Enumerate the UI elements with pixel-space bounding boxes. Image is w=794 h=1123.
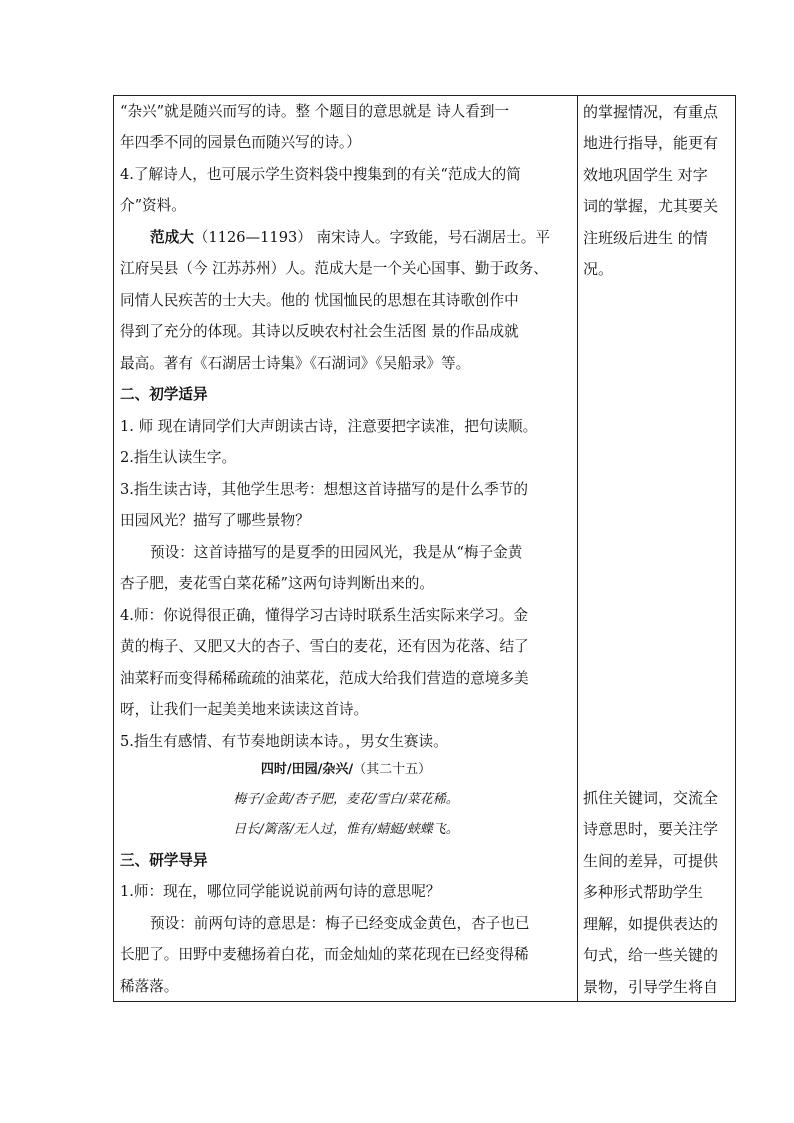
text-line: 油菜籽而变得稀稀疏疏的油菜花，范成大给我们营造的意境多美 [120, 670, 529, 687]
poem-title [120, 760, 572, 780]
text-line: 预设：这首诗描写的是夏季的田园风光，我是从“梅子金黄 [150, 544, 523, 561]
text-line: 江府吴县（今 江苏苏州）人。范成大是一个关心国事、勤于政务、 [120, 260, 548, 277]
section-heading: 二、初学适异 [120, 386, 208, 403]
side-line: 诗意思时，要关注学 [583, 820, 719, 838]
bio-dates: （1126—1193） 南宋诗人。字致能，号石湖居士。平 [193, 229, 550, 246]
bio-name: 范成大 [150, 229, 194, 246]
text-line: 杏子肥，麦花雪白菜花稀”这两句诗判断出来的。 [120, 575, 434, 592]
side-line: 地进行指导，能更有 [583, 134, 719, 152]
poem-title-text: 四时/田园/杂兴/ [260, 762, 354, 777]
side-line: 的掌握情况，有重点 [583, 103, 719, 121]
text-line: 4.师：你说得很正确，懂得学习古诗时联系生活实际来学习。金 [120, 607, 528, 624]
text-line: 预设：前两句诗的意思是：梅子已经变成金黄色，杏子也已 [150, 915, 530, 932]
text-line: 2.指生认读生字。 [120, 449, 237, 466]
side-line: 句式，给一些关键的 [583, 946, 719, 964]
poem-title-suffix: （其二十五） [353, 762, 432, 777]
text-line: 田园风光？描写了哪些景物？ [120, 512, 310, 529]
text-line: 4.了解诗人，也可展示学生资料袋中搜集到的有关“范成大的简 [120, 166, 521, 183]
text-line: 得到了充分的体现。其诗以反映农村社会生活图 景的作品成就 [120, 323, 519, 340]
bio-line [120, 228, 550, 248]
column-divider [577, 96, 578, 1001]
side-line: 况。 [583, 260, 614, 278]
text-line: 长肥了。田野中麦穗扬着白花，而金灿灿的菜花现在已经变得稀 [120, 946, 529, 963]
text-line: 5.指生有感情、有节奏地朗读本诗。，男女生赛读。 [120, 733, 448, 750]
poem-line: 日长/篱落/无人过，惟有/蜻蜓/蛱蝶飞。 [233, 822, 459, 837]
text-line: 介”资料。 [120, 197, 186, 214]
text-line: 黄的梅子、又肥又大的杏子、雪白的麦花，还有因为花落、结了 [120, 638, 529, 655]
lesson-table [113, 95, 736, 1002]
side-line: 抓住关键词，交流全 [583, 789, 719, 807]
side-line: 效地巩固学生 对字 [583, 166, 708, 184]
text-line: 呀，让我们一起美美地来读读这首诗。 [120, 701, 369, 718]
side-line: 注班级后进生 的情 [583, 229, 708, 247]
side-line: 生间的差异，可提供 [583, 852, 719, 870]
side-line: 词的掌握，尤其要关 [583, 197, 719, 215]
side-line: 景物，引导学生将自 [583, 978, 719, 996]
section-heading: 三、研学导异 [120, 852, 208, 869]
side-line: 多种形式帮助学生 [583, 883, 704, 901]
text-line: 同情人民疾苦的士大夫。他的 忧国恤民的思想在其诗歌创作中 [120, 292, 519, 309]
text-line: 最高。著有《石湖居士诗集》《石湖词》《吴船录》等。 [120, 355, 471, 372]
text-line: 1.师：现在，哪位同学能说说前两句诗的意思呢？ [120, 883, 441, 900]
side-line: 理解，如提供表达的 [583, 915, 719, 933]
text-line: “杂兴”就是随兴而写的诗。整 个题目的意思就是 诗人看到一 [120, 103, 510, 120]
text-line: 年四季不同的园景色而随兴写的诗。） [120, 134, 361, 151]
text-line: 3.指生读古诗，其他学生思考：想想这首诗描写的是什么季节的 [120, 481, 528, 498]
poem-line: 梅子/金黄/杏子肥，麦花/雪白/菜花稀。 [233, 792, 459, 807]
text-line: 稀落落。 [120, 978, 179, 995]
text-line: 1. 师 现在请同学们大声朗读古诗，注意要把字读准，把句读顺。 [120, 418, 538, 435]
